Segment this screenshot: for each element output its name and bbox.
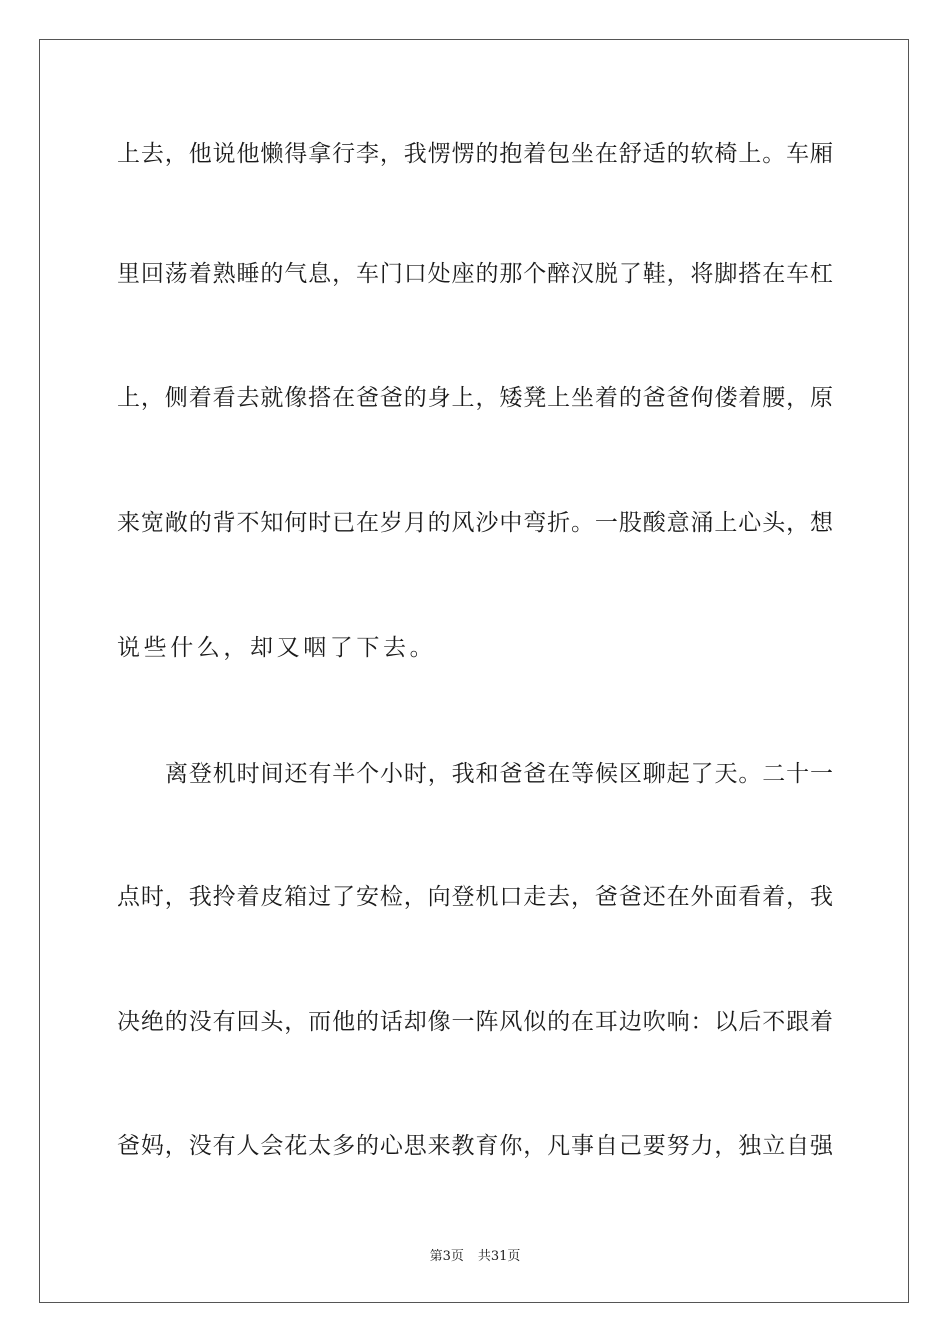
text-line: 说些什么，却又咽了下去。 xyxy=(117,635,437,661)
paragraph-first-line: 离登机时间还有半个小时，我和爸爸在等候区聊起了天。二十一 xyxy=(165,761,833,787)
text-line: 爸妈，没有人会花太多的心思来教育你，凡事自己要努力，独立自强 xyxy=(117,1133,833,1159)
text-line: 上去，他说他懒得拿行李，我愣愣的抱着包坐在舒适的软椅上。车厢 xyxy=(117,141,833,167)
text-line: 上，侧着看去就像搭在爸爸的身上，矮凳上坐着的爸爸佝偻着腰，原 xyxy=(117,385,833,411)
page-total: 共31页 xyxy=(477,1249,521,1264)
text-line: 决绝的没有回头，而他的话却像一阵风似的在耳边吹响：以后不跟着 xyxy=(117,1009,833,1035)
page-border xyxy=(39,39,909,1303)
text-line: 点时，我拎着皮箱过了安检，向登机口走去，爸爸还在外面看着，我 xyxy=(117,884,833,910)
text-line: 来宽敞的背不知何时已在岁月的风沙中弯折。一股酸意涌上心头，想 xyxy=(117,510,833,536)
page-footer xyxy=(0,1248,950,1266)
text-line: 里回荡着熟睡的气息，车门口处座的那个醉汉脱了鞋，将脚搭在车杠 xyxy=(117,261,833,287)
page-number: 第3页 xyxy=(429,1249,464,1264)
